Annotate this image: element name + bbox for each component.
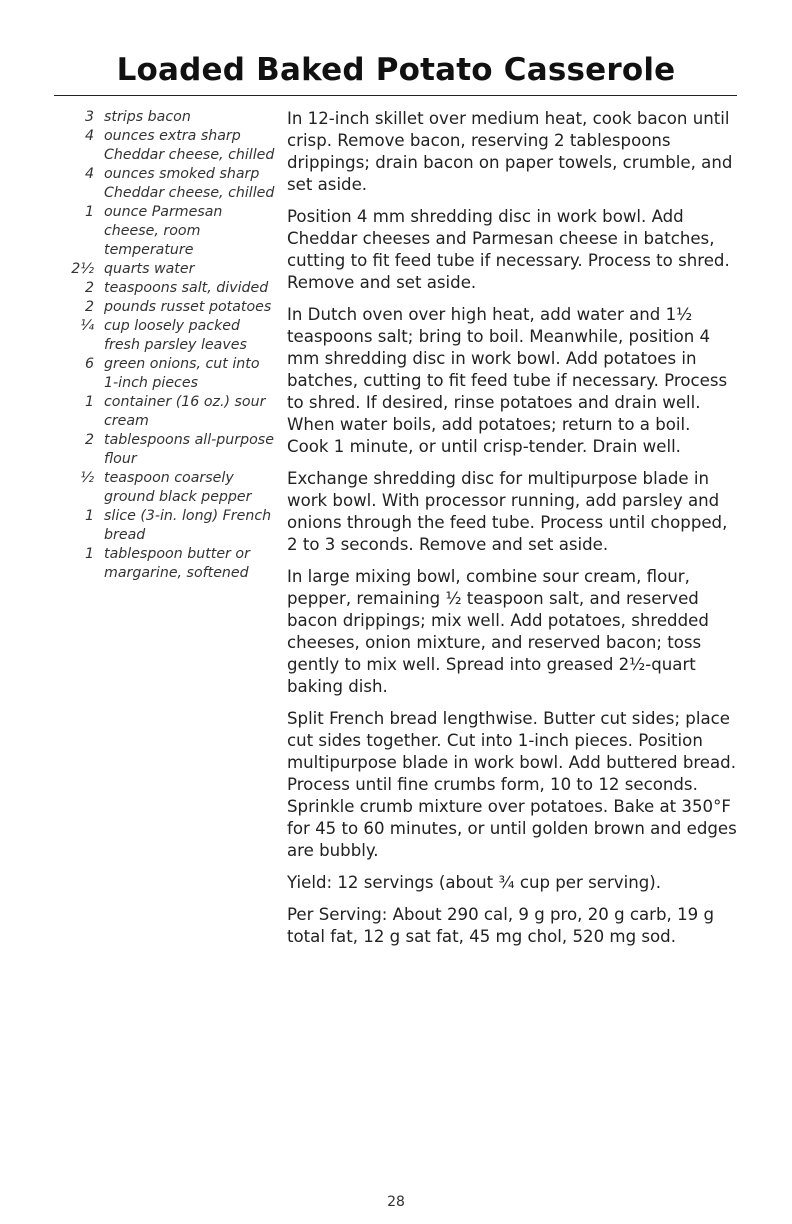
ingredient-item <box>58 355 278 393</box>
ingredient-item <box>58 260 278 279</box>
ingredient-description: quarts water <box>104 261 195 277</box>
ingredient-quantity: 6 <box>84 356 94 372</box>
ingredient-quantity: ½ <box>80 470 94 486</box>
page-title: Loaded Baked Potato Casserole <box>116 52 676 88</box>
ingredient-description: tablespoon butter or margarine, softened <box>104 546 250 581</box>
ingredient-item <box>58 165 278 203</box>
ingredient-description: tablespoons all-purpose flour <box>104 432 274 467</box>
ingredient-description: teaspoons salt, divided <box>104 280 269 296</box>
ingredient-quantity: 1 <box>84 508 94 524</box>
method-steps <box>287 108 737 958</box>
ingredient-quantity: 1 <box>84 546 94 562</box>
method-step: Position 4 mm shredding disc in work bowl. Add Cheddar cheeses and Parmesan cheese in batches, cutting to fit feed tube if necessary. Process to shred. Remove and set aside. <box>287 207 730 292</box>
ingredient-item <box>58 279 278 298</box>
ingredient-quantity: 4 <box>84 128 94 144</box>
title-divider <box>54 95 737 96</box>
ingredient-quantity: 1 <box>84 204 94 220</box>
ingredient-description: container (16 oz.) sour cream <box>104 394 266 429</box>
ingredient-item <box>58 108 278 127</box>
ingredient-description: pounds russet potatoes <box>104 299 272 315</box>
ingredient-item <box>58 545 278 583</box>
ingredient-item <box>58 127 278 165</box>
ingredient-item <box>58 298 278 317</box>
ingredient-item <box>58 317 278 355</box>
yield-line: Yield: 12 servings (about ¾ cup per serving). <box>287 873 662 892</box>
ingredient-description: strips bacon <box>104 109 191 125</box>
method-step: In 12-inch skillet over medium heat, cook bacon until crisp. Remove bacon, reserving 2 tablespoons drippings; drain bacon on paper towels, crumble, and set aside. <box>287 109 733 194</box>
method-step: Split French bread lengthwise. Butter cut sides; place cut sides together. Cut into 1-inch pieces. Position multipurpose blade in work bowl. Add buttered bread. Process until fine crumbs form, 10 to 12 seconds. Sprinkle crumb mixture over potatoes. Bake at 350°F for 45 to 60 minutes, or until golden brown and edges are bubbly. <box>287 709 737 860</box>
ingredient-item <box>58 469 278 507</box>
ingredient-quantity: 2 <box>84 432 94 448</box>
ingredient-item <box>58 393 278 431</box>
ingredient-description: ounce Parmesan cheese, room temperature <box>104 204 223 258</box>
ingredient-item <box>58 431 278 469</box>
ingredient-quantity: 2 <box>84 299 94 315</box>
ingredient-quantity: 2½ <box>71 261 94 277</box>
ingredient-quantity: 3 <box>84 109 94 125</box>
method-step: Exchange shredding disc for multipurpose blade in work bowl. With processor running, add parsley and onions through the feed tube. Process until chopped, 2 to 3 seconds. Remove and set aside. <box>287 469 728 554</box>
ingredient-quantity: ¼ <box>80 318 94 334</box>
ingredient-description: slice (3-in. long) French bread <box>104 508 272 543</box>
page-number: 28 <box>387 1194 405 1210</box>
ingredient-description: teaspoon coarsely ground black pepper <box>104 470 252 505</box>
ingredient-description: green onions, cut into 1-inch pieces <box>104 356 260 391</box>
ingredient-description: ounces smoked sharp Cheddar cheese, chilled <box>104 166 275 201</box>
ingredient-quantity: 4 <box>84 166 94 182</box>
method-step: In large mixing bowl, combine sour cream, flour, pepper, remaining ½ teaspoon salt, and reserved bacon drippings; mix well. Add potatoes, shredded cheeses, onion mixture, and reserved bacon; toss gently to mix well. Spread into greased 2½-quart baking dish. <box>287 567 709 696</box>
nutrition-line: Per Serving: About 290 cal, 9 g pro, 20 g carb, 19 g total fat, 12 g sat fat, 45 mg chol, 520 mg sod. <box>287 905 715 946</box>
ingredient-item <box>58 203 278 260</box>
ingredient-quantity: 1 <box>84 394 94 410</box>
ingredient-description: ounces extra sharp Cheddar cheese, chilled <box>104 128 275 163</box>
ingredient-list <box>58 108 278 583</box>
ingredient-description: cup loosely packed fresh parsley leaves <box>104 318 247 353</box>
ingredient-item <box>58 507 278 545</box>
method-step: In Dutch oven over high heat, add water and 1½ teaspoons salt; bring to boil. Meanwhile, position 4 mm shredding disc in work bowl. Add potatoes in batches, cutting to fit feed tube if necessary. Process to shred. If desired, rinse potatoes and drain well. When water boils, add potatoes; return to a boil. Cook 1 minute, or until crisp-tender. Drain well. <box>287 305 728 456</box>
ingredient-quantity: 2 <box>84 280 94 296</box>
